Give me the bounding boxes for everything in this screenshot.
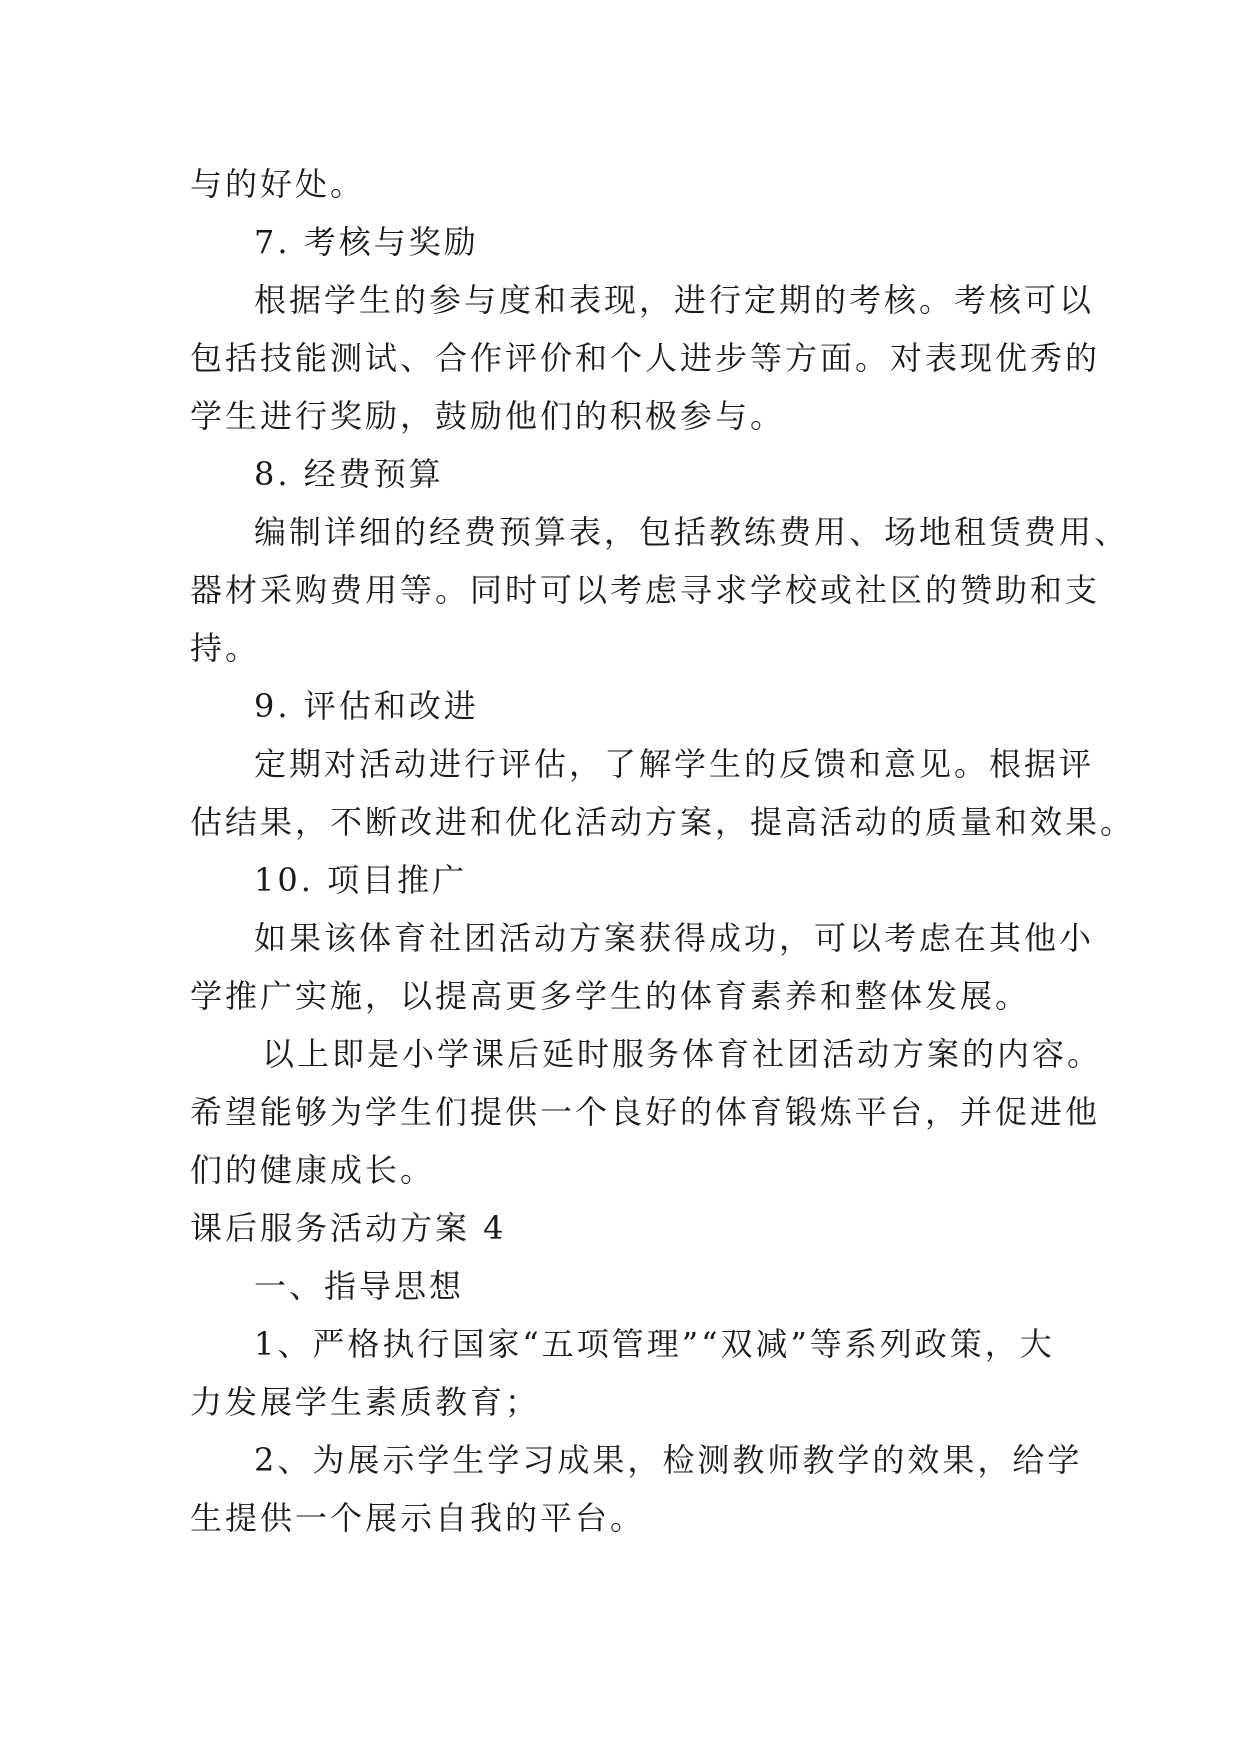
paragraph-line: 希望能够为学生们提供一个良好的体育锻炼平台，并促进他 xyxy=(190,1093,1101,1131)
paragraph-line: 与的好处。 xyxy=(190,165,366,203)
section-heading-9: 9. 评估和改进 xyxy=(254,687,479,725)
paragraph-line: 根据学生的参与度和表现，进行定期的考核。考核可以 xyxy=(254,281,1095,319)
paragraph-line: 估结果，不断改进和优化活动方案，提高活动的质量和效果。 xyxy=(190,803,1136,841)
paragraph-line: 以上即是小学课后延时服务体育社团活动方案的内容。 xyxy=(262,1035,1103,1073)
section-heading-8: 8. 经费预算 xyxy=(254,455,444,493)
section-heading-7: 7. 考核与奖励 xyxy=(254,223,479,261)
section-heading-guiding-thought: 一、指导思想 xyxy=(254,1267,465,1305)
paragraph-line: 如果该体育社团活动方案获得成功，可以考虑在其他小 xyxy=(254,919,1095,957)
paragraph-line: 们的健康成长。 xyxy=(190,1151,436,1189)
document-title: 课后服务活动方案 4 xyxy=(190,1209,507,1247)
paragraph-line: 力发展学生素质教育； xyxy=(190,1383,541,1421)
paragraph-line: 生提供一个展示自我的平台。 xyxy=(190,1499,646,1537)
paragraph-line: 器材采购费用等。同时可以考虑寻求学校或社区的赞助和支 xyxy=(190,571,1101,609)
paragraph-line: 2、为展示学生学习成果，检测教师教学的效果，给学 xyxy=(254,1441,1083,1479)
paragraph-line: 学生进行奖励，鼓励他们的积极参与。 xyxy=(190,397,786,435)
section-heading-10: 10. 项目推广 xyxy=(254,861,468,899)
paragraph-line: 1、严格执行国家“五项管理”“双减”等系列政策，大 xyxy=(254,1325,1055,1363)
paragraph-line: 定期对活动进行评估，了解学生的反馈和意见。根据评 xyxy=(254,745,1095,783)
paragraph-line: 编制详细的经费预算表，包括教练费用、场地租赁费用、 xyxy=(254,513,1130,551)
paragraph-line: 包括技能测试、合作评价和个人进步等方面。对表现优秀的 xyxy=(190,339,1101,377)
paragraph-line: 持。 xyxy=(190,629,261,667)
paragraph-line: 学推广实施，以提高更多学生的体育素养和整体发展。 xyxy=(190,977,1031,1015)
